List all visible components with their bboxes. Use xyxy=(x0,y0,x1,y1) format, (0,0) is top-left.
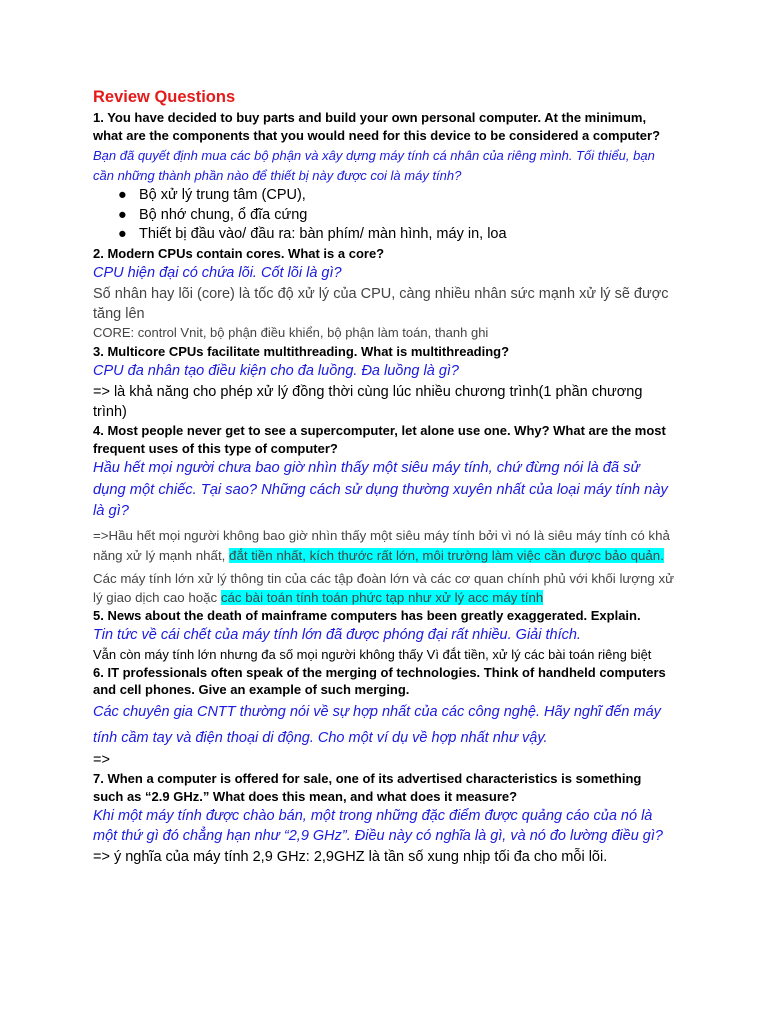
question-7-translation: Khi một máy tính được chào bán, một trong những đặc điểm được quảng cáo của nó là một thứ gì đó chẳng hạn như “2,9 GHz”. Điều này có nghĩa là gì, và nó đo lường điều gì? xyxy=(93,808,663,844)
question-3-translation: CPU đa nhân tạo điều kiện cho đa luồng. Đa luồng là gì? xyxy=(93,363,459,379)
question-6: 6. IT professionals often speak of the merging of technologies. Think of handheld computers and cell phones. Give an example of such merging. xyxy=(93,664,666,697)
question-4: 4. Most people never get to see a supercomputer, let alone use one. Why? What are the most frequent uses of this type of computer? xyxy=(93,423,666,456)
bullet-icon: ● xyxy=(118,226,127,242)
question-7: 7. When a computer is offered for sale, one of its advertised characteristics is something such as “2.9 GHz.” What does this mean, and what does it measure? xyxy=(93,771,642,804)
question-7-answer: => ý nghĩa của máy tính 2,9 GHz: 2,9GHZ là tần số xung nhịp tối đa cho mỗi lõi. xyxy=(93,849,608,865)
question-2-answer: Số nhân hay lõi (core) là tốc độ xử lý của CPU, càng nhiều nhân sức mạnh xử lý sẽ được tăng lên xyxy=(93,286,669,322)
question-2: 2. Modern CPUs contain cores. What is a core? xyxy=(93,245,385,261)
question-5: 5. News about the death of mainframe computers has been greatly exaggerated. Explain. xyxy=(93,607,641,623)
document-page xyxy=(93,86,675,868)
highlighted-text: đắt tiền nhất, kích thước rất lớn, môi trường làm việc cần được bảo quản. xyxy=(229,547,664,563)
question-1-answer-list xyxy=(93,186,675,245)
list-item-text: Bộ xử lý trung tâm (CPU), xyxy=(139,187,306,203)
question-6-answer: => xyxy=(93,751,110,768)
list-item-text: Thiết bị đầu vào/ đầu ra: bàn phím/ màn hình, máy in, loa xyxy=(139,226,507,242)
question-4-translation: Hầu hết mọi người chưa bao giờ nhìn thấy một siêu máy tính, chứ đừng nói là đã sử dụng một chiếc. Tại sao? Những cách sử dụng thường xuyên nhất của loại máy tính này là gì? xyxy=(93,460,668,519)
question-2-translation: CPU hiện đại có chứa lõi. Cốt lõi là gì? xyxy=(93,265,342,281)
question-1: 1. You have decided to buy parts and build your own personal computer. At the minimum, what are the components that you would need for this device to be considered a computer? xyxy=(93,110,661,143)
question-4-answer-2 xyxy=(93,569,675,607)
question-3: 3. Multicore CPUs facilitate multithreading. What is multithreading? xyxy=(93,343,510,359)
list-item-text: Bộ nhớ chung, ổ đĩa cứng xyxy=(139,206,308,223)
question-1-translation: Bạn đã quyết định mua các bộ phận và xây dựng máy tính cá nhân của riêng mình. Tối thiểu, bạn cần những thành phần nào để thiết bị này được coi là máy tính? xyxy=(93,148,655,183)
answer-text: =>Hầu hết mọi người không bao giờ nhìn thấy một siêu máy tính bởi vì nó là siêu máy tính có khả năng xử lý mạnh nhất, xyxy=(93,527,670,563)
question-4-answer-1 xyxy=(93,526,675,566)
bullet-icon: ● xyxy=(118,187,127,203)
question-5-answer: Vẫn còn máy tính lớn nhưng đa số mọi người không thấy Vì đắt tiền, xử lý các bài toán riêng biệt xyxy=(93,647,652,662)
question-6-translation: Các chuyên gia CNTT thường nói về sự hợp nhất của các công nghệ. Hãy nghĩ đến máy tính cầm tay và điện thoại di động. Cho một ví dụ về hợp nhất như vậy. xyxy=(93,703,661,746)
answer-text: Các máy tính lớn xử lý thông tin của các tập đoàn lớn và các cơ quan chính phủ với khối lượng xử lý giao dịch cao hoặc xyxy=(93,570,675,605)
highlighted-text: các bài toán tính toán phức tạp như xử lý acc máy tính xyxy=(220,589,544,605)
list-item xyxy=(118,206,675,226)
bullet-icon: ● xyxy=(118,206,127,223)
list-item xyxy=(118,186,675,206)
page-title: Review Questions xyxy=(93,88,236,106)
question-5-translation: Tin tức về cái chết của máy tính lớn đã được phóng đại rất nhiều. Giải thích. xyxy=(93,627,581,643)
question-2-note: CORE: control Vnit, bộ phận điều khiển, bộ phận làm toán, thanh ghi xyxy=(93,325,489,340)
question-3-answer: => là khả năng cho phép xử lý đồng thời cùng lúc nhiều chương trình(1 phần chương trình) xyxy=(93,384,643,420)
list-item xyxy=(118,225,675,245)
